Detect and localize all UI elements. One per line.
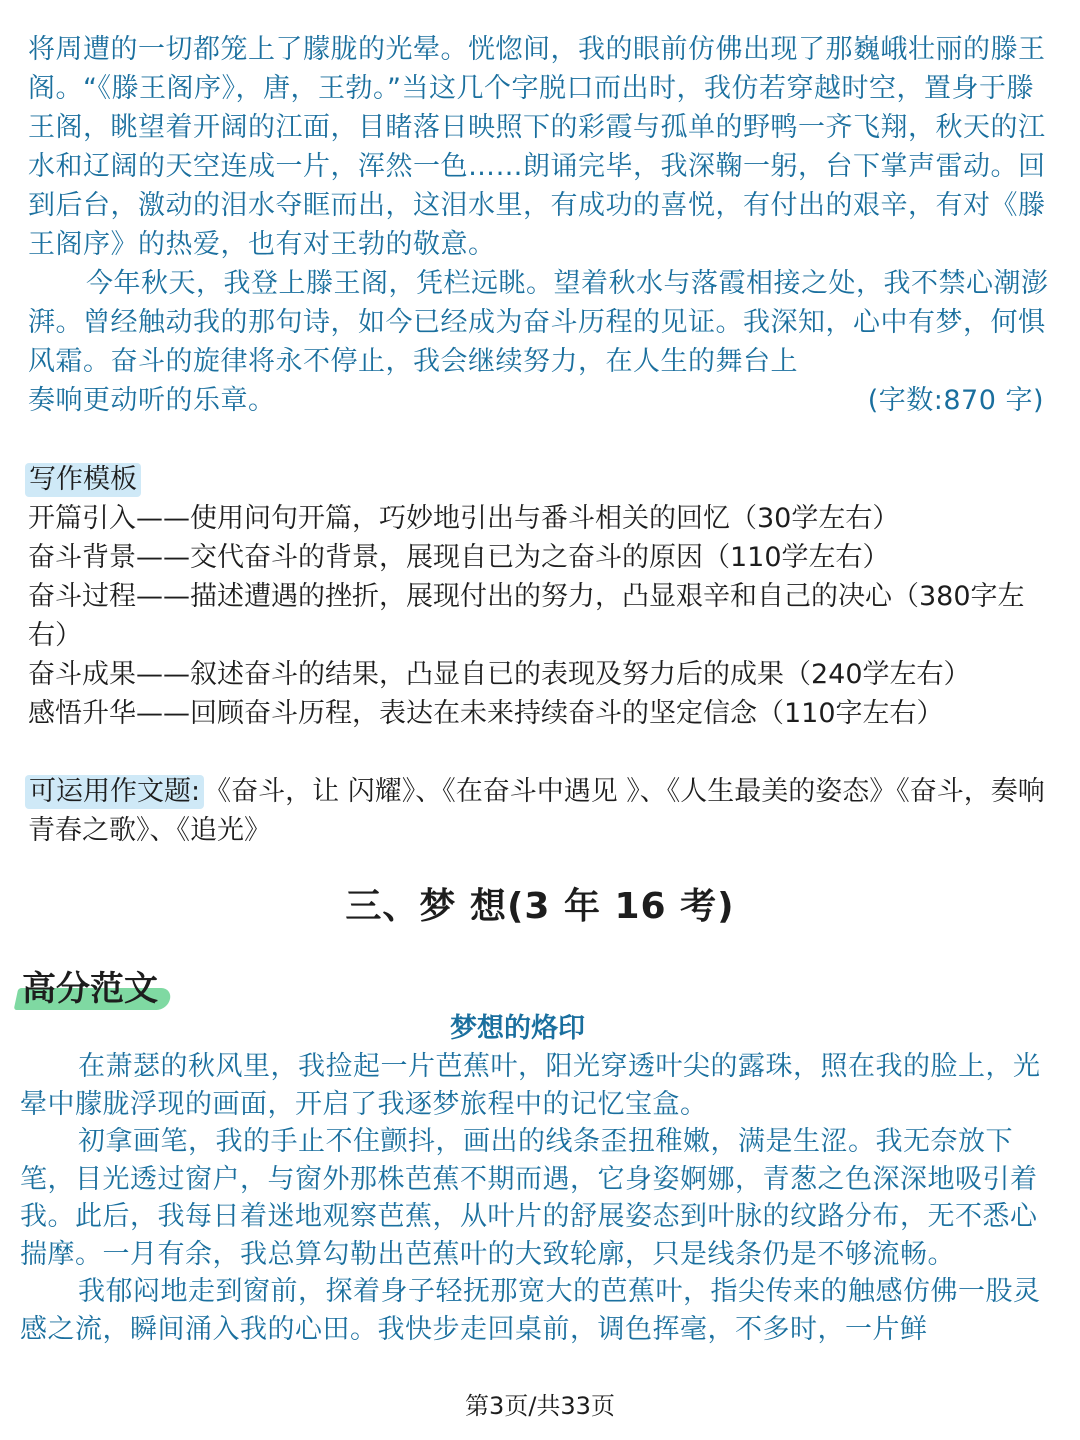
applicable-titles-section — [28, 772, 1058, 850]
essay-paragraph: 将周遭的一切都笼上了朦胧的光晕。恍惚间，我的眼前仿佛出现了那巍峨壮丽的滕王阁。“《滕王阁序》，唐，王勃。”当这几个字脱口而出时，我仿若穿越时空，置身于滕王阁，眺望着开阔的江面，目睹落日映照下的彩霞与孤单的野鸭一齐飞翔，秋天的江水和辽阔的天空连成一片，浑然一色……朗诵完毕，我深鞠一躬，台下掌声雷动。回到后台，激动的泪水夺眶而出，这泪水里，有成功的喜悦，有付出的艰辛，有对《滕王阁序》的热爱，也有对王勃的敬意。 — [28, 34, 1046, 260]
essay-paragraph: 在萧瑟的秋风里，我捡起一片芭蕉叶，阳光穿透叶尖的露珠，照在我的脸上，光晕中朦胧浮现的画面，开启了我逐梦旅程中的记忆宝盒。 — [20, 1051, 1041, 1120]
essay-paragraph: 我郁闷地走到窗前，探着身子轻抚那宽大的芭蕉叶，指尖传来的触感仿佛一股灵感之流，瞬间涌入我的心田。我快步走回桌前，调色挥毫，不多时，一片鲜 — [20, 1276, 1041, 1345]
section-heading-text: 三、梦 想(3 年 16 考) — [329, 882, 750, 932]
essay-paragraph: 初拿画笔，我的手止不住颤抖，画出的线条歪扭稚嫩，满是生涩。我无奈放下笔，目光透过窗户，与窗外那株芭蕉不期而遇，它身姿婀娜，青葱之色深深地吸引着我。此后，我每日着迷地观察芭蕉，从叶片的舒展姿态到叶脉的纹路分布，无不悉心揣摩。一月有余，我总算勾勒出芭蕉叶的大致轮廓，只是线条仍是不够流畅。 — [20, 1126, 1038, 1270]
model-essay-label-text: 高分范文 — [16, 966, 170, 1012]
template-line: 奋斗成果——叙述奋斗的结果，凸显自已的表现及努力后的成果（240学左右） — [28, 659, 971, 690]
template-line: 开篇引入——使用问句开篇，巧妙地引出与番斗相关的回忆（30学左右） — [28, 503, 900, 534]
template-line: 感悟升华——回顾奋斗历程，表达在未来持续奋斗的坚定信念（110字左右） — [28, 698, 944, 729]
writing-template-label: 写作模板 — [25, 463, 141, 497]
essay-closing-line — [28, 381, 1058, 420]
writing-template-section — [28, 460, 1058, 733]
word-count: (字数:870 字) — [867, 385, 1044, 416]
essay-title: 梦想的烙印 — [450, 1013, 585, 1044]
essay-continuation — [28, 30, 1058, 420]
applicable-titles-label: 可运用作文题: — [25, 775, 204, 809]
page-number: 第3页/共33页 — [465, 1392, 615, 1420]
template-line: 奋斗过程——描述遭遇的挫折，展现付出的努力，凸显艰辛和自己的决心（380字左右） — [28, 581, 1025, 651]
essay-paragraph: 今年秋天，我登上滕王阁，凭栏远眺。望着秋水与落霞相接之处，我不禁心潮澎湃。曾经触动我的那句诗，如今已经成为奋斗历程的见证。我深知，心中有梦，何惧风霜。奋斗的旋律将永不停止，我会继续努力，在人生的舞台上 — [28, 268, 1049, 377]
template-line: 奋斗背景——交代奋斗的背景，展现自已为之奋斗的原因（110学左右） — [28, 542, 890, 573]
section-heading — [0, 882, 1080, 932]
model-essay-body — [20, 1048, 1058, 1348]
model-essay-label — [16, 966, 170, 1012]
essay-closing-text: 奏响更动听的乐章。 — [28, 385, 276, 416]
applicable-titles-text: 《奋斗，让 闪耀》、《在奋斗中遇见 》、《人生最美的姿态》《奋斗，奏响青春之歌》、《追光》 — [28, 776, 1045, 846]
